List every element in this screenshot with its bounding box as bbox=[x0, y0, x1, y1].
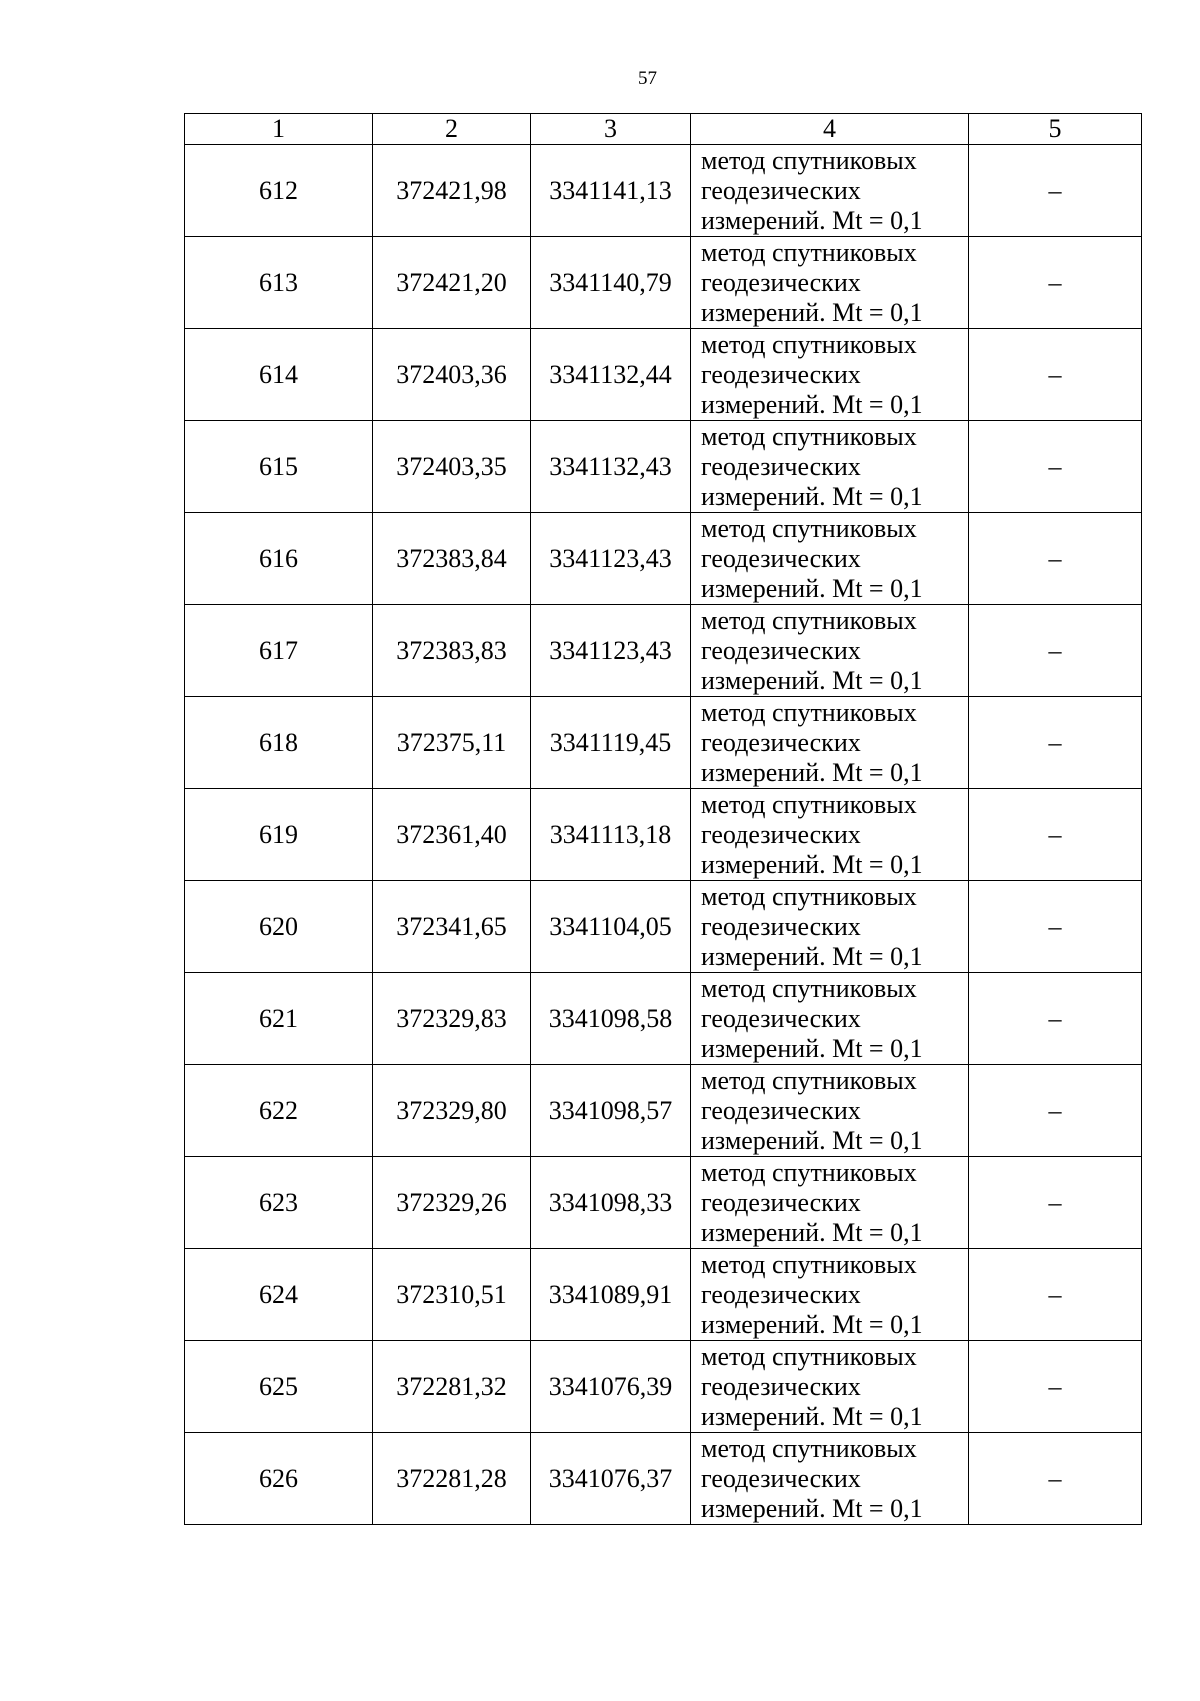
method-line: метод спутниковых bbox=[701, 1341, 917, 1371]
y-coordinate-cell: 3341141,13 bbox=[531, 145, 691, 237]
table-row bbox=[185, 1433, 1142, 1525]
x-coordinate-cell: 372383,84 bbox=[373, 513, 531, 605]
note-cell: – bbox=[969, 145, 1142, 237]
note-cell: – bbox=[969, 973, 1142, 1065]
method-line: измерений. Mt = 0,1 bbox=[701, 757, 923, 787]
method-line: измерений. Mt = 0,1 bbox=[701, 205, 923, 235]
method-cell bbox=[691, 1157, 969, 1249]
method-cell bbox=[691, 1065, 969, 1157]
method-cell bbox=[691, 145, 969, 237]
point-number-cell: 626 bbox=[185, 1433, 373, 1525]
note-cell: – bbox=[969, 697, 1142, 789]
table-row bbox=[185, 329, 1142, 421]
method-cell bbox=[691, 1341, 969, 1433]
note-cell: – bbox=[969, 421, 1142, 513]
method-line: измерений. Mt = 0,1 bbox=[701, 573, 923, 603]
x-coordinate-cell: 372383,83 bbox=[373, 605, 531, 697]
method-line: метод спутниковых bbox=[701, 421, 917, 451]
x-coordinate-cell: 372310,51 bbox=[373, 1249, 531, 1341]
method-line: геодезических bbox=[701, 635, 861, 665]
method-line: измерений. Mt = 0,1 bbox=[701, 665, 923, 695]
point-number-cell: 623 bbox=[185, 1157, 373, 1249]
column-header-2: 2 bbox=[373, 114, 531, 145]
method-line: геодезических bbox=[701, 543, 861, 573]
note-cell: – bbox=[969, 1157, 1142, 1249]
y-coordinate-cell: 3341123,43 bbox=[531, 605, 691, 697]
x-coordinate-cell: 372329,26 bbox=[373, 1157, 531, 1249]
point-number-cell: 617 bbox=[185, 605, 373, 697]
y-coordinate-cell: 3341104,05 bbox=[531, 881, 691, 973]
method-line: измерений. Mt = 0,1 bbox=[701, 1033, 923, 1063]
method-line: геодезических bbox=[701, 727, 861, 757]
table-header-row bbox=[185, 114, 1142, 145]
table-row bbox=[185, 605, 1142, 697]
table-row bbox=[185, 421, 1142, 513]
x-coordinate-cell: 372329,80 bbox=[373, 1065, 531, 1157]
table-row bbox=[185, 1157, 1142, 1249]
x-coordinate-cell: 372403,36 bbox=[373, 329, 531, 421]
table-row bbox=[185, 1249, 1142, 1341]
y-coordinate-cell: 3341076,37 bbox=[531, 1433, 691, 1525]
method-line: метод спутниковых bbox=[701, 881, 917, 911]
method-line: геодезических bbox=[701, 451, 861, 481]
table-row bbox=[185, 697, 1142, 789]
method-line: геодезических bbox=[701, 1279, 861, 1309]
method-line: измерений. Mt = 0,1 bbox=[701, 1401, 923, 1431]
method-line: геодезических bbox=[701, 1371, 861, 1401]
method-cell bbox=[691, 237, 969, 329]
method-line: метод спутниковых bbox=[701, 329, 917, 359]
method-line: измерений. Mt = 0,1 bbox=[701, 849, 923, 879]
table-row bbox=[185, 789, 1142, 881]
method-line: геодезических bbox=[701, 1003, 861, 1033]
method-cell bbox=[691, 605, 969, 697]
method-line: геодезических bbox=[701, 359, 861, 389]
method-line: метод спутниковых bbox=[701, 697, 917, 727]
y-coordinate-cell: 3341098,58 bbox=[531, 973, 691, 1065]
note-cell: – bbox=[969, 237, 1142, 329]
method-cell bbox=[691, 789, 969, 881]
x-coordinate-cell: 372375,11 bbox=[373, 697, 531, 789]
table-row bbox=[185, 973, 1142, 1065]
y-coordinate-cell: 3341098,57 bbox=[531, 1065, 691, 1157]
coordinates-table bbox=[184, 113, 1142, 1525]
point-number-cell: 615 bbox=[185, 421, 373, 513]
table-row bbox=[185, 881, 1142, 973]
y-coordinate-cell: 3341119,45 bbox=[531, 697, 691, 789]
y-coordinate-cell: 3341132,43 bbox=[531, 421, 691, 513]
point-number-cell: 614 bbox=[185, 329, 373, 421]
method-line: измерений. Mt = 0,1 bbox=[701, 1493, 923, 1523]
method-line: метод спутниковых bbox=[701, 605, 917, 635]
method-line: метод спутниковых bbox=[701, 1157, 917, 1187]
method-line: метод спутниковых bbox=[701, 1249, 917, 1279]
method-cell bbox=[691, 1433, 969, 1525]
method-line: измерений. Mt = 0,1 bbox=[701, 941, 923, 971]
point-number-cell: 616 bbox=[185, 513, 373, 605]
y-coordinate-cell: 3341123,43 bbox=[531, 513, 691, 605]
method-line: метод спутниковых bbox=[701, 237, 917, 267]
method-cell bbox=[691, 1249, 969, 1341]
y-coordinate-cell: 3341132,44 bbox=[531, 329, 691, 421]
y-coordinate-cell: 3341113,18 bbox=[531, 789, 691, 881]
point-number-cell: 625 bbox=[185, 1341, 373, 1433]
method-line: геодезических bbox=[701, 1095, 861, 1125]
column-header-1: 1 bbox=[185, 114, 373, 145]
column-header-4: 4 bbox=[691, 114, 969, 145]
method-line: измерений. Mt = 0,1 bbox=[701, 1125, 923, 1155]
table-body bbox=[185, 145, 1142, 1525]
y-coordinate-cell: 3341089,91 bbox=[531, 1249, 691, 1341]
note-cell: – bbox=[969, 1341, 1142, 1433]
method-line: геодезических bbox=[701, 911, 861, 941]
method-cell bbox=[691, 973, 969, 1065]
method-line: геодезических bbox=[701, 175, 861, 205]
column-header-3: 3 bbox=[531, 114, 691, 145]
column-header-5: 5 bbox=[969, 114, 1142, 145]
point-number-cell: 624 bbox=[185, 1249, 373, 1341]
note-cell: – bbox=[969, 1433, 1142, 1525]
method-line: измерений. Mt = 0,1 bbox=[701, 1309, 923, 1339]
note-cell: – bbox=[969, 605, 1142, 697]
x-coordinate-cell: 372421,20 bbox=[373, 237, 531, 329]
y-coordinate-cell: 3341098,33 bbox=[531, 1157, 691, 1249]
note-cell: – bbox=[969, 1249, 1142, 1341]
method-line: геодезических bbox=[701, 267, 861, 297]
point-number-cell: 620 bbox=[185, 881, 373, 973]
method-line: измерений. Mt = 0,1 bbox=[701, 297, 923, 327]
method-line: метод спутниковых bbox=[701, 513, 917, 543]
method-line: метод спутниковых bbox=[701, 789, 917, 819]
point-number-cell: 619 bbox=[185, 789, 373, 881]
point-number-cell: 622 bbox=[185, 1065, 373, 1157]
note-cell: – bbox=[969, 789, 1142, 881]
method-line: геодезических bbox=[701, 819, 861, 849]
method-line: метод спутниковых bbox=[701, 1065, 917, 1095]
x-coordinate-cell: 372361,40 bbox=[373, 789, 531, 881]
x-coordinate-cell: 372329,83 bbox=[373, 973, 531, 1065]
y-coordinate-cell: 3341140,79 bbox=[531, 237, 691, 329]
table-row bbox=[185, 145, 1142, 237]
table-row bbox=[185, 237, 1142, 329]
note-cell: – bbox=[969, 1065, 1142, 1157]
method-line: измерений. Mt = 0,1 bbox=[701, 1217, 923, 1247]
x-coordinate-cell: 372421,98 bbox=[373, 145, 531, 237]
method-line: измерений. Mt = 0,1 bbox=[701, 389, 923, 419]
method-cell bbox=[691, 329, 969, 421]
x-coordinate-cell: 372403,35 bbox=[373, 421, 531, 513]
point-number-cell: 621 bbox=[185, 973, 373, 1065]
note-cell: – bbox=[969, 329, 1142, 421]
note-cell: – bbox=[969, 881, 1142, 973]
x-coordinate-cell: 372281,28 bbox=[373, 1433, 531, 1525]
method-line: метод спутниковых bbox=[701, 973, 917, 1003]
method-cell bbox=[691, 513, 969, 605]
table-row bbox=[185, 1065, 1142, 1157]
x-coordinate-cell: 372341,65 bbox=[373, 881, 531, 973]
table-row bbox=[185, 513, 1142, 605]
method-cell bbox=[691, 421, 969, 513]
method-line: геодезических bbox=[701, 1463, 861, 1493]
y-coordinate-cell: 3341076,39 bbox=[531, 1341, 691, 1433]
table-row bbox=[185, 1341, 1142, 1433]
point-number-cell: 618 bbox=[185, 697, 373, 789]
point-number-cell: 613 bbox=[185, 237, 373, 329]
page-number: 57 bbox=[638, 68, 657, 89]
method-line: метод спутниковых bbox=[701, 1433, 917, 1463]
x-coordinate-cell: 372281,32 bbox=[373, 1341, 531, 1433]
method-line: метод спутниковых bbox=[701, 145, 917, 175]
method-cell bbox=[691, 697, 969, 789]
method-line: измерений. Mt = 0,1 bbox=[701, 481, 923, 511]
method-line: геодезических bbox=[701, 1187, 861, 1217]
note-cell: – bbox=[969, 513, 1142, 605]
point-number-cell: 612 bbox=[185, 145, 373, 237]
method-cell bbox=[691, 881, 969, 973]
